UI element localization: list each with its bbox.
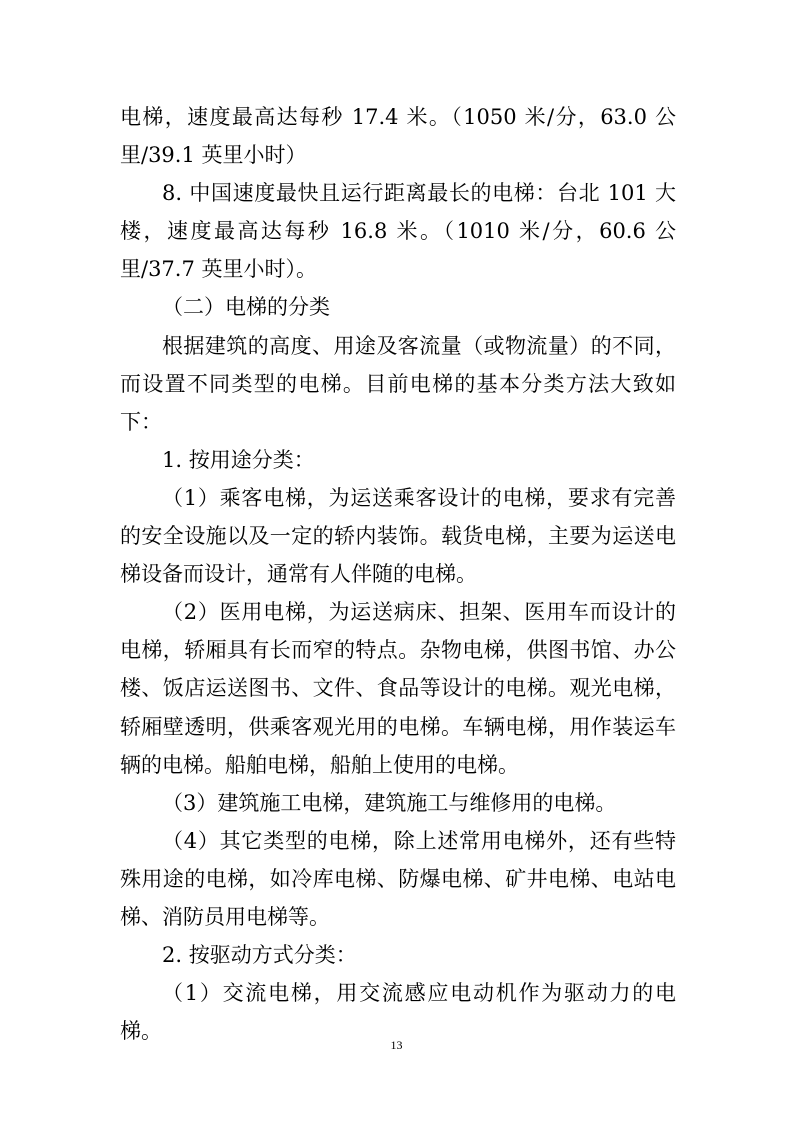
paragraph-classification-intro: 根据建筑的高度、用途及客流量（或物流量）的不同，而设置不同类型的电梯。目前电梯的基本分类方法大致如下： bbox=[120, 333, 676, 434]
page-number: 13 bbox=[390, 1038, 403, 1052]
paragraph-usage-item-1: （1）乘客电梯，为运送乘客设计的电梯，要求有完善的安全设施以及一定的轿内装饰。载货电梯，主要为运送电梯设备而设计，通常有人伴随的电梯。 bbox=[120, 485, 676, 587]
section-heading-classification: （二）电梯的分类 bbox=[162, 295, 330, 320]
paragraph-speed-continuation: 电梯，速度最高达每秒 17.4 米。（1050 米/分，63.0 公里/39.1 英里小时） bbox=[120, 105, 676, 168]
subheading-by-usage: 1. 按用途分类： bbox=[162, 447, 315, 472]
subheading-by-drive: 2. 按驱动方式分类： bbox=[162, 943, 357, 968]
paragraph-usage-item-2: （2）医用电梯，为运送病床、担架、医用车而设计的电梯，轿厢具有长而窄的特点。杂物电梯，供图书馆、办公楼、饭店运送图书、文件、食品等设计的电梯。观光电梯，轿厢壁透明，供乘客观光用的电梯。车辆电梯，用作装运车辆的电梯。船舶电梯，船舶上使用的电梯。 bbox=[120, 600, 676, 777]
page-body bbox=[120, 98, 676, 1050]
paragraph-usage-item-4: （4）其它类型的电梯，除上述常用电梯外，还有些特殊用途的电梯，如冷库电梯、防爆电梯、矿井电梯、电站电梯、消防员用电梯等。 bbox=[120, 828, 676, 929]
paragraph-drive-item-1: （1）交流电梯，用交流感应电动机作为驱动力的电梯。 bbox=[120, 981, 676, 1044]
paragraph-usage-item-3: （3）建筑施工电梯，建筑施工与维修用的电梯。 bbox=[162, 790, 617, 815]
paragraph-taipei-101: 8. 中国速度最快且运行距离最长的电梯：台北 101 大楼，速度最高达每秒 16.8 米。（1010 米/分，60.6 公里/37.7 英里小时）。 bbox=[120, 181, 676, 282]
